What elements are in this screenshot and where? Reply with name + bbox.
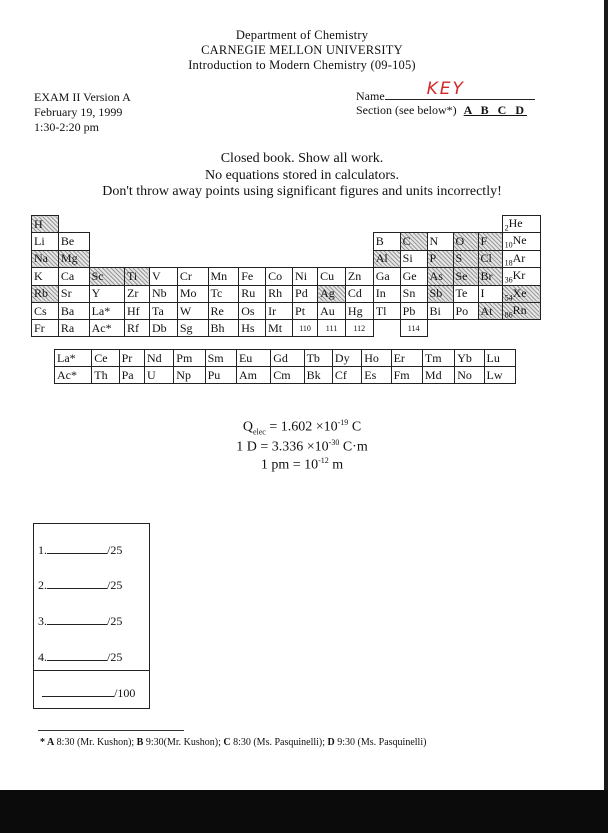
element-cell: Sg xyxy=(177,320,208,337)
element-cell: Sc xyxy=(89,268,124,285)
empty-cell xyxy=(427,216,453,233)
score-max: /25 xyxy=(107,578,123,592)
element-cell: Rf xyxy=(124,320,149,337)
element-cell: Ti xyxy=(124,268,149,285)
empty-cell xyxy=(345,233,373,250)
element-cell: Bh xyxy=(208,320,239,337)
element-cell: O xyxy=(453,233,478,250)
score-box xyxy=(33,523,150,709)
picometer-constant: 1 pm = $10^{-12}$ m xyxy=(260,456,344,473)
element-cell: 111 xyxy=(318,320,346,337)
element-cell: S xyxy=(453,250,478,267)
score-divider xyxy=(33,670,150,671)
empty-cell xyxy=(266,216,293,233)
element-cell: Ru xyxy=(239,285,266,302)
element-cell: Eu xyxy=(236,350,270,367)
element-cell: K xyxy=(32,268,59,285)
element-cell: Pm xyxy=(174,350,205,367)
empty-cell xyxy=(345,250,373,267)
element-cell: Re xyxy=(208,302,239,319)
element-cell: Es xyxy=(362,367,391,384)
element-cell: Au xyxy=(318,302,346,319)
element-cell: Np xyxy=(174,367,205,384)
empty-cell xyxy=(318,250,346,267)
element-cell: Er xyxy=(391,350,422,367)
element-cell: P xyxy=(427,250,453,267)
element-cell: Cf xyxy=(332,367,361,384)
department-line: Department of Chemistry xyxy=(235,28,369,42)
score-total-line[interactable] xyxy=(42,686,135,701)
empty-cell xyxy=(150,233,178,250)
empty-cell xyxy=(124,233,149,250)
element-cell: Ac* xyxy=(89,320,124,337)
element-cell: F xyxy=(478,233,502,250)
element-cell: Te xyxy=(453,285,478,302)
section-options[interactable]: A B C D xyxy=(463,103,527,117)
element-cell: La* xyxy=(55,350,92,367)
element-cell: Zr xyxy=(124,285,149,302)
element-cell: Br xyxy=(478,268,502,285)
empty-cell xyxy=(400,216,427,233)
element-cell: Sn xyxy=(400,285,427,302)
empty-cell xyxy=(373,320,400,337)
empty-cell xyxy=(177,216,208,233)
element-cell: Yb xyxy=(455,350,484,367)
actinide-row xyxy=(55,367,516,384)
empty-cell xyxy=(150,216,178,233)
element-cell: Cm xyxy=(271,367,304,384)
empty-cell xyxy=(345,216,373,233)
empty-cell xyxy=(293,216,318,233)
element-cell: Lu xyxy=(484,350,515,367)
lanthanide-row xyxy=(55,350,516,367)
score-line-4[interactable] xyxy=(38,650,122,665)
element-cell: B xyxy=(373,233,400,250)
empty-cell xyxy=(239,233,266,250)
element-cell: No xyxy=(455,367,484,384)
element-cell: H xyxy=(32,216,59,233)
empty-cell xyxy=(208,233,239,250)
element-cell: Nb xyxy=(150,285,178,302)
periodic-row xyxy=(32,302,541,319)
element-cell: Sb xyxy=(427,285,453,302)
score-max: /25 xyxy=(107,543,123,557)
element-cell: Ca xyxy=(58,268,89,285)
lanthanide-row-table xyxy=(54,349,516,384)
element-cell: 112 xyxy=(345,320,373,337)
score-number: 2. xyxy=(38,578,47,592)
element-cell: Ac* xyxy=(55,367,92,384)
element-cell: Hg xyxy=(345,302,373,319)
scan-bottom-border xyxy=(0,790,608,833)
element-cell: Ni xyxy=(293,268,318,285)
empty-cell xyxy=(453,216,478,233)
element-cell: W xyxy=(177,302,208,319)
empty-cell xyxy=(239,250,266,267)
name-label: Name xyxy=(356,89,385,103)
element-cell: U xyxy=(144,367,173,384)
periodic-table xyxy=(31,215,541,337)
empty-cell xyxy=(266,233,293,250)
element-cell: Md xyxy=(422,367,454,384)
element-cell: Pa xyxy=(119,367,144,384)
element-cell: Hf xyxy=(124,302,149,319)
element-cell: Ce xyxy=(92,350,119,367)
empty-cell xyxy=(478,216,502,233)
element-cell: Cd xyxy=(345,285,373,302)
empty-cell xyxy=(208,216,239,233)
element-cell: Ir xyxy=(266,302,293,319)
element-cell: Sm xyxy=(205,350,236,367)
element-cell: $_2$He xyxy=(502,216,540,233)
element-cell: Tb xyxy=(304,350,332,367)
element-cell: Fe xyxy=(239,268,266,285)
charge-constant: $Q_{elec} = 1.602 \times 10^{-19}$ C xyxy=(242,418,362,437)
exam-date: February 19, 1999 xyxy=(34,105,123,119)
section-footnote: * A 8:30 (Mr. Kushon); B 9:30(Mr. Kushon); C 8:30 (Ms. Pasquinelli); D 9:30 (Ms. Pasquinelli) xyxy=(40,737,427,748)
element-cell: Bk xyxy=(304,367,332,384)
empty-cell xyxy=(266,250,293,267)
element-cell: Os xyxy=(239,302,266,319)
score-number: 1. xyxy=(38,543,47,557)
score-number: 3. xyxy=(38,614,47,628)
element-cell: Gd xyxy=(271,350,304,367)
element-cell: Zn xyxy=(345,268,373,285)
element-cell: Ra xyxy=(58,320,89,337)
score-line-1[interactable] xyxy=(38,543,122,558)
element-cell: Al xyxy=(373,250,400,267)
element-cell: Db xyxy=(150,320,178,337)
element-cell: Pu xyxy=(205,367,236,384)
element-cell: C xyxy=(400,233,427,250)
periodic-row xyxy=(32,250,541,267)
element-cell: Se xyxy=(453,268,478,285)
empty-cell xyxy=(453,320,478,337)
element-cell: Tl xyxy=(373,302,400,319)
element-cell: Fm xyxy=(391,367,422,384)
instruction-line-2: No equations stored in calculators. xyxy=(204,168,399,183)
element-cell: I xyxy=(478,285,502,302)
empty-cell xyxy=(293,233,318,250)
score-number: 4. xyxy=(38,650,47,664)
periodic-row xyxy=(32,216,541,233)
instruction-line-3: Don't throw away points using significant figures and units incorrectly! xyxy=(102,184,502,199)
element-cell: Ge xyxy=(400,268,427,285)
element-cell: Y xyxy=(89,285,124,302)
element-cell: Tm xyxy=(422,350,454,367)
element-cell: La* xyxy=(89,302,124,319)
footnote-rule xyxy=(38,730,184,731)
element-cell: Ag xyxy=(318,285,346,302)
score-max: /25 xyxy=(107,650,123,664)
empty-cell xyxy=(150,250,178,267)
course-line: Introduction to Modern Chemistry (09-105) xyxy=(188,58,416,72)
element-cell: Cl xyxy=(478,250,502,267)
exam-title: EXAM II Version A xyxy=(34,90,131,104)
score-line-2[interactable] xyxy=(38,578,122,593)
element-cell: Pd xyxy=(293,285,318,302)
section-label: Section (see below*) xyxy=(356,103,457,117)
empty-cell xyxy=(373,216,400,233)
score-max: /25 xyxy=(107,614,123,628)
element-cell: Rh xyxy=(266,285,293,302)
university-line: CARNEGIE MELLON UNIVERSITY xyxy=(201,43,403,57)
element-cell: Fr xyxy=(32,320,59,337)
element-cell: Ba xyxy=(58,302,89,319)
element-cell: Cu xyxy=(318,268,346,285)
element-cell: Li xyxy=(32,233,59,250)
name-value: KEY xyxy=(426,79,465,99)
element-cell: Sr xyxy=(58,285,89,302)
periodic-row xyxy=(32,285,541,302)
element-cell: N xyxy=(427,233,453,250)
periodic-row xyxy=(32,233,541,250)
empty-cell xyxy=(177,250,208,267)
empty-cell xyxy=(177,233,208,250)
element-cell: $_{18}$Ar xyxy=(502,250,540,267)
element-cell: Mt xyxy=(266,320,293,337)
empty-cell xyxy=(208,250,239,267)
empty-cell xyxy=(89,250,124,267)
name-field[interactable] xyxy=(356,79,535,104)
element-cell: $_{10}$Ne xyxy=(502,233,540,250)
exam-time: 1:30-2:20 pm xyxy=(34,120,99,134)
element-cell: Th xyxy=(92,367,119,384)
element-cell: $_{54}$Xe xyxy=(502,285,540,302)
element-cell: Nd xyxy=(144,350,173,367)
element-cell: Hs xyxy=(239,320,266,337)
element-cell: $_{36}$Kr xyxy=(502,268,540,285)
instruction-line-1: Closed book. Show all work. xyxy=(220,151,384,166)
empty-cell xyxy=(124,216,149,233)
element-cell: In xyxy=(373,285,400,302)
element-cell: Ga xyxy=(373,268,400,285)
empty-cell xyxy=(502,320,540,337)
empty-cell xyxy=(427,320,453,337)
element-cell: Cs xyxy=(32,302,59,319)
empty-cell xyxy=(124,250,149,267)
empty-cell xyxy=(318,216,346,233)
empty-cell xyxy=(89,233,124,250)
element-cell: Na xyxy=(32,250,59,267)
score-line-3[interactable] xyxy=(38,614,122,629)
element-cell: At xyxy=(478,302,502,319)
element-cell: V xyxy=(150,268,178,285)
empty-cell xyxy=(89,216,124,233)
element-cell: As xyxy=(427,268,453,285)
element-cell: Mg xyxy=(58,250,89,267)
element-cell: Pb xyxy=(400,302,427,319)
element-cell: Bi xyxy=(427,302,453,319)
element-cell: Pr xyxy=(119,350,144,367)
empty-cell xyxy=(318,233,346,250)
element-cell: Po xyxy=(453,302,478,319)
element-cell: Am xyxy=(236,367,270,384)
element-cell: 110 xyxy=(293,320,318,337)
empty-cell xyxy=(293,250,318,267)
empty-cell xyxy=(239,216,266,233)
element-cell: Be xyxy=(58,233,89,250)
element-cell: Si xyxy=(400,250,427,267)
element-cell: Dy xyxy=(332,350,361,367)
element-cell: Rb xyxy=(32,285,59,302)
scan-edge xyxy=(604,0,608,790)
element-cell: Tc xyxy=(208,285,239,302)
element-cell: $_{86}$Rn xyxy=(502,302,540,319)
element-cell: Ho xyxy=(362,350,391,367)
element-cell: Mn xyxy=(208,268,239,285)
empty-cell xyxy=(478,320,502,337)
element-cell: Pt xyxy=(293,302,318,319)
element-cell: Ta xyxy=(150,302,178,319)
periodic-row xyxy=(32,268,541,285)
section-field xyxy=(356,103,527,118)
element-cell: Co xyxy=(266,268,293,285)
periodic-row xyxy=(32,320,541,337)
element-cell: 114 xyxy=(400,320,427,337)
debye-constant: 1 $D = 3.336 \times 10^{-30}$ C·m xyxy=(236,438,368,455)
element-cell: Cr xyxy=(177,268,208,285)
empty-cell xyxy=(58,216,89,233)
element-cell: Mo xyxy=(177,285,208,302)
element-cell: Lw xyxy=(484,367,515,384)
score-total: /100 xyxy=(114,686,136,700)
